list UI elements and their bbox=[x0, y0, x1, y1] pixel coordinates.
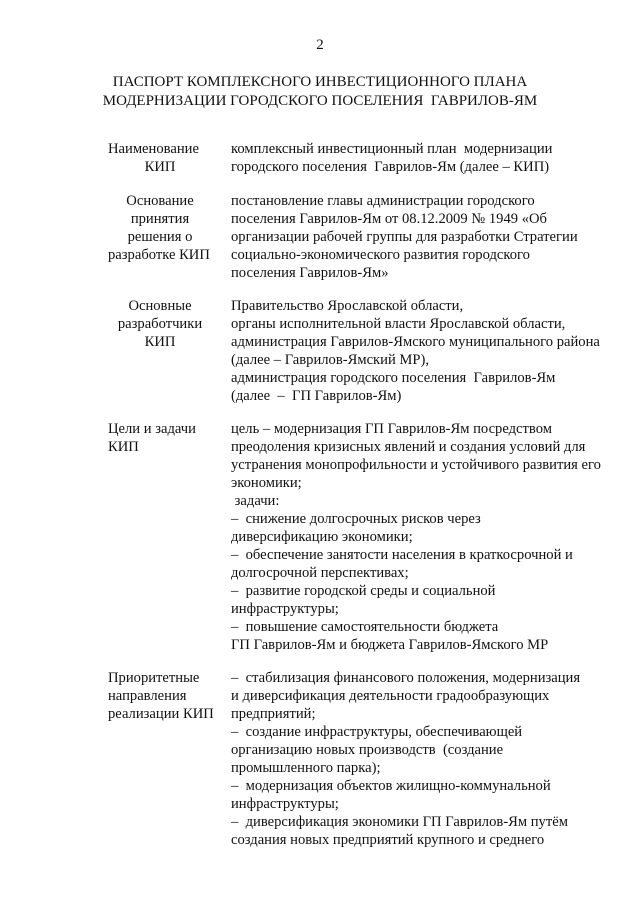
row-value-line: администрация Гаврилов-Ямского муниципального района bbox=[231, 334, 600, 350]
title-line: МОДЕРНИЗАЦИИ ГОРОДСКОГО ПОСЕЛЕНИЯ ГАВРИЛОВ-ЯМ bbox=[102, 93, 538, 109]
row-label-line: разработке КИП bbox=[108, 247, 210, 263]
row-value-line: (далее – ГП Гаврилов-Ям) bbox=[231, 388, 402, 404]
row-value-line: – модернизация объектов жилищно-коммунальной bbox=[231, 778, 551, 794]
row-label-line: разработчики bbox=[117, 316, 203, 332]
row-value-line: диверсификацию экономики; bbox=[231, 529, 413, 545]
row-label-line: Основание bbox=[126, 193, 194, 209]
row-value-line: администрация городского поселения Гаврилов-Ям bbox=[231, 370, 556, 386]
row-value-line: – развитие городской среды и социальной bbox=[231, 583, 496, 599]
row-value-line: устранения монопрофильности и устойчивого развития его bbox=[231, 457, 601, 473]
row-value-line: городского поселения Гаврилов-Ям (далее – КИП) bbox=[231, 159, 550, 175]
row-value-line: цель – модернизация ГП Гаврилов-Ям посредством bbox=[231, 421, 552, 437]
row-label-line: Наименование bbox=[108, 141, 199, 157]
row-label-line: Цели и задачи bbox=[108, 421, 196, 437]
row-value-line: преодоления кризисных явлений и создания условий для bbox=[231, 439, 586, 455]
row-label-line: КИП bbox=[144, 334, 176, 350]
row-value-line: создания новых предприятий крупного и среднего bbox=[231, 832, 545, 848]
row-label-line: Основные bbox=[128, 298, 192, 314]
row-value-line: комплексный инвестиционный план модернизации bbox=[231, 141, 553, 157]
row-value-line: – диверсификация экономики ГП Гаврилов-Ям путём bbox=[231, 814, 568, 830]
row-value-line: и диверсификация деятельности градообразующих bbox=[231, 688, 550, 704]
row-value-line: постановление главы администрации городского bbox=[231, 193, 535, 209]
row-value-line: инфраструктуры; bbox=[231, 796, 339, 812]
row-value-line: инфраструктуры; bbox=[231, 601, 339, 617]
page-number: 2 bbox=[316, 37, 324, 53]
row-value-line: Правительство Ярославской области, bbox=[231, 298, 464, 314]
row-value-line: задачи: bbox=[231, 493, 280, 509]
row-value-line: (далее – Гаврилов-Ямский МР), bbox=[231, 352, 430, 368]
row-value-line: промышленного парка); bbox=[231, 760, 381, 776]
row-value-line: поселения Гаврилов-Ям» bbox=[231, 265, 389, 281]
row-label-line: КИП bbox=[144, 159, 176, 175]
row-value-line: социально-экономического развития городского bbox=[231, 247, 530, 263]
row-value-line: – повышение самостоятельности бюджета bbox=[231, 619, 499, 635]
row-value-line: ГП Гаврилов-Ям и бюджета Гаврилов-Ямского МР bbox=[231, 637, 549, 653]
row-value-line: организацию новых производств (создание bbox=[231, 742, 504, 758]
row-label-line: Приоритетные bbox=[108, 670, 200, 686]
row-value-line: – снижение долгосрочных рисков через bbox=[231, 511, 481, 527]
row-value-line: долгосрочной перспективах; bbox=[231, 565, 409, 581]
row-value-line: экономики; bbox=[231, 475, 302, 491]
row-value-line: органы исполнительной власти Ярославской области, bbox=[231, 316, 566, 332]
row-value-line: – создание инфраструктуры, обеспечивающей bbox=[231, 724, 523, 740]
row-value-line: поселения Гаврилов-Ям от 08.12.2009 № 1949 «Об bbox=[231, 211, 547, 227]
row-label-line: решения о bbox=[127, 229, 193, 245]
row-value-line: – обеспечение занятости населения в краткосрочной и bbox=[231, 547, 573, 563]
row-label-line: направления bbox=[108, 688, 187, 704]
row-label-line: реализации КИП bbox=[108, 706, 214, 722]
row-label-line: КИП bbox=[108, 439, 139, 455]
row-value-line: – стабилизация финансового положения, модернизация bbox=[231, 670, 581, 686]
row-value-line: организации рабочей группы для разработки Стратегии bbox=[231, 229, 578, 245]
row-value-line: предприятий; bbox=[231, 706, 316, 722]
title-line: ПАСПОРТ КОМПЛЕКСНОГО ИНВЕСТИЦИОННОГО ПЛАНА bbox=[112, 74, 528, 90]
row-label-line: принятия bbox=[130, 211, 190, 227]
